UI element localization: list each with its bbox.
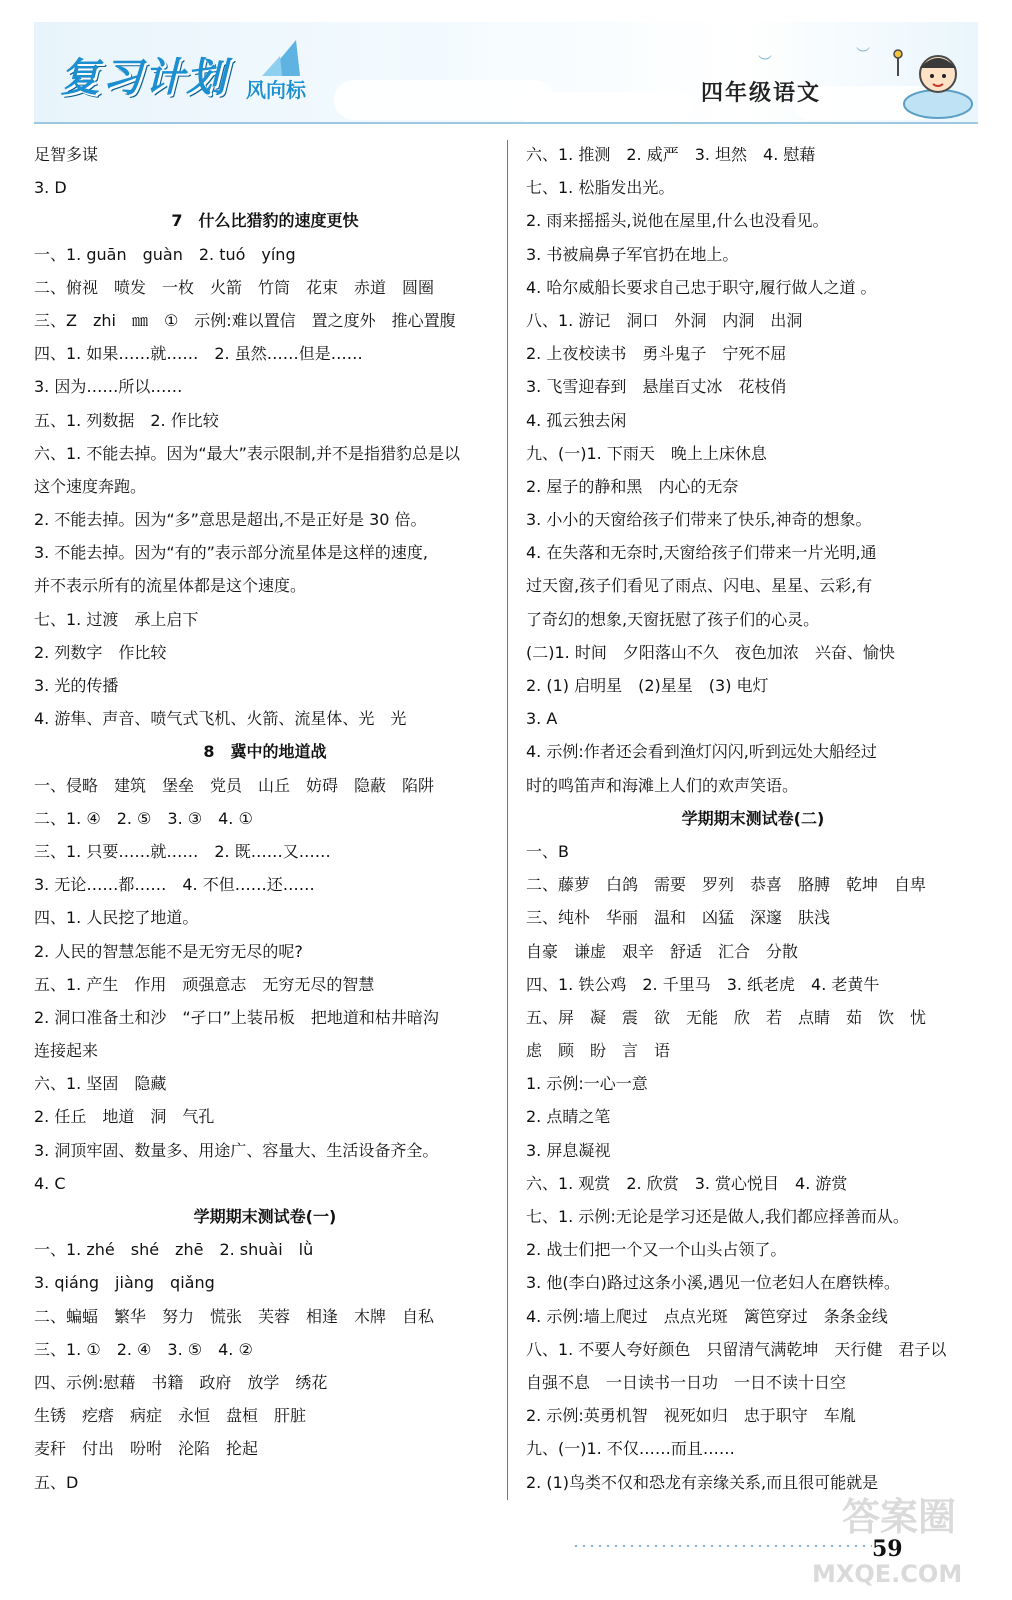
- answer-line: 2. 列数字 作比较: [34, 642, 167, 662]
- section-title: 8 冀中的地道战: [203, 742, 327, 762]
- answer-line: 六、1. 观赏 2. 欣赏 3. 赏心悦目 4. 游赏: [526, 1173, 848, 1193]
- answer-line: 五、1. 列数据 2. 作比较: [34, 410, 219, 430]
- left-column: [34, 138, 496, 1499]
- answer-line: 3. 小小的天窗给孩子们带来了快乐,神奇的想象。: [526, 510, 872, 530]
- answer-line: 3. 因为……所以……: [34, 377, 183, 397]
- answer-line: 足智多谋: [34, 145, 99, 164]
- answer-line: 一、侵略 建筑 堡垒 党员 山丘 妨碍 隐蔽 陷阱: [34, 775, 435, 795]
- answer-line: 时的鸣笛声和海滩上人们的欢声笑语。: [526, 775, 799, 795]
- answer-line: 生锈 疙瘩 病症 永恒 盘桓 肝脏: [34, 1406, 307, 1426]
- answer-line: 2. 雨来摇摇头,说他在屋里,什么也没看见。: [526, 211, 829, 231]
- answer-line: 二、1. ④ 2. ⑤ 3. ③ 4. ①: [34, 808, 253, 828]
- watermark-url: MXQE.COM: [812, 1560, 963, 1588]
- answer-line: 3. 飞雪迎春到 悬崖百丈冰 花枝俏: [526, 377, 787, 397]
- answer-line: 五、屏 凝 震 欲 无能 欣 若 点睛 茹 饮 忧: [526, 1007, 927, 1027]
- answer-line: 连接起来: [34, 1041, 99, 1061]
- answer-line: 一、1. zhé shé zhē 2. shuài lǜ: [34, 1240, 314, 1260]
- answer-line: 七、1. 示例:无论是学习还是做人,我们都应择善而从。: [526, 1207, 909, 1226]
- answer-line: 二、藤萝 白鸽 需要 罗列 恭喜 胳膊 乾坤 自卑: [526, 875, 927, 895]
- page-header: [34, 22, 978, 124]
- sail-icon: [256, 36, 306, 80]
- answer-line: 3. 他(李白)路过这条小溪,遇见一位老妇人在磨铁棒。: [526, 1273, 900, 1293]
- answer-line: 七、1. 松脂发出光。: [526, 178, 675, 198]
- answer-line: 2. 上夜校读书 勇斗鬼子 宁死不屈: [526, 344, 787, 364]
- answer-line: 3. 屏息凝视: [526, 1140, 611, 1160]
- answer-line: 三、纯朴 华丽 温和 凶猛 深邃 肤浅: [526, 908, 831, 928]
- child-mascot-icon: [886, 46, 976, 122]
- right-column: [526, 138, 980, 1499]
- brand-title: 复习计划: [60, 55, 228, 101]
- answer-line: 四、1. 铁公鸡 2. 千里马 3. 纸老虎 4. 老黄牛: [526, 974, 880, 994]
- answer-line: 3. D: [34, 178, 67, 198]
- answer-line: 3. 洞顶牢固、数量多、用途广、容量大、生活设备齐全。: [34, 1140, 439, 1160]
- answer-line: 3. 书被扁鼻子军官扔在地上。: [526, 244, 739, 264]
- answer-line: 虑 顾 盼 言 语: [526, 1041, 671, 1061]
- answer-line: 2. 战士们把一个又一个山头占领了。: [526, 1240, 787, 1260]
- answer-line: 3. 不能去掉。因为“有的”表示部分流星体是这样的速度,: [34, 543, 429, 563]
- answer-line: 2. 屋子的静和黑 内心的无奈: [526, 476, 739, 496]
- answer-line: 过天窗,孩子们看见了雨点、闪电、星星、云彩,有: [526, 576, 873, 596]
- grade-subject-label: 四年级语文: [701, 81, 822, 106]
- bird-icon: ︶: [856, 47, 870, 63]
- answer-line: 八、1. 不要人夸好颜色 只留清气满乾坤 天行健 君子以: [526, 1339, 947, 1359]
- answer-line: 2. (1)鸟类不仅和恐龙有亲缘关系,而且很可能就是: [526, 1472, 879, 1492]
- answer-line: 4. C: [34, 1173, 66, 1193]
- watermark-logo: 答案圈: [842, 1495, 957, 1539]
- answer-line: 三、1. 只要……就…… 2. 既……又……: [34, 841, 331, 861]
- answer-line: 九、(一)1. 不仅……而且……: [526, 1439, 735, 1459]
- answer-line: 七、1. 过渡 承上启下: [34, 609, 199, 629]
- answer-line: 三、1. ① 2. ④ 3. ⑤ 4. ②: [34, 1339, 253, 1359]
- answer-line: 2. 点睛之笔: [526, 1107, 611, 1127]
- answer-line: 自豪 谦虚 艰辛 舒适 汇合 分散: [526, 941, 799, 961]
- section-title: 7 什么比猎豹的速度更快: [171, 211, 359, 231]
- answer-line: (二)1. 时间 夕阳落山不久 夜色加浓 兴奋、愉快: [526, 642, 895, 662]
- answer-line: 麦秆 付出 吩咐 沦陷 抡起: [34, 1439, 259, 1459]
- answer-line: 五、1. 产生 作用 顽强意志 无穷无尽的智慧: [34, 974, 375, 994]
- answer-line: 三、Z zhi ㎜ ① 示例:难以置信 置之度外 推心置腹: [34, 310, 456, 330]
- answer-line: 四、示例:慰藉 书籍 政府 放学 绣花: [34, 1372, 328, 1392]
- answer-line: 1. 示例:一心一意: [526, 1074, 648, 1094]
- answer-line: 八、1. 游记 洞口 外洞 内洞 出洞: [526, 310, 803, 330]
- footer-dots: [572, 1545, 872, 1547]
- answer-line: 2. 人民的智慧怎能不是无穷无尽的呢?: [34, 941, 303, 961]
- column-divider: [507, 140, 508, 1500]
- answer-line: 3. A: [526, 709, 558, 729]
- answer-line: 3. qiáng jiàng qiǎng: [34, 1273, 215, 1293]
- answer-line: 一、1. guān guàn 2. tuó yíng: [34, 244, 296, 264]
- answer-line: 四、1. 如果……就…… 2. 虽然……但是……: [34, 344, 363, 364]
- answer-line: 五、D: [34, 1472, 79, 1492]
- answer-line: 九、(一)1. 下雨天 晚上上床休息: [526, 443, 767, 463]
- section-title: 学期期末测试卷(一): [193, 1207, 337, 1226]
- answer-line: 2. 不能去掉。因为“多”意思是超出,不是正好是 30 倍。: [34, 510, 427, 530]
- section-title: 学期期末测试卷(二): [681, 808, 825, 828]
- answer-line: 4. 在失落和无奈时,天窗给孩子们带来一片光明,通: [526, 543, 877, 563]
- page-number: 59: [872, 1536, 903, 1562]
- answer-line: 4. 示例:墙上爬过 点点光斑 篱笆穿过 条条金线: [526, 1306, 888, 1326]
- cloud-decoration: [514, 92, 694, 122]
- answer-line: 2. 洞口准备土和沙 “孑口”上装吊板 把地道和枯井暗沟: [34, 1007, 439, 1027]
- answer-line: 4. 哈尔威船长要求自己忠于职守,履行做人之道 。: [526, 277, 877, 297]
- answer-line: 自强不息 一日读书一日功 一日不读十日空: [526, 1372, 847, 1392]
- answer-line: 六、1. 推测 2. 威严 3. 坦然 4. 慰藉: [526, 145, 816, 164]
- answer-line: 4. 游隼、声音、喷气式飞机、火箭、流星体、光 光: [34, 709, 407, 729]
- answer-line: 四、1. 人民挖了地道。: [34, 908, 199, 928]
- answer-line: 4. 孤云独去闲: [526, 410, 627, 430]
- answer-line: 4. 示例:作者还会看到渔灯闪闪,听到远处大船经过: [526, 742, 877, 762]
- answer-line: 六、1. 坚固 隐藏: [34, 1074, 167, 1094]
- bird-icon: ︶: [758, 55, 772, 71]
- answer-line: 六、1. 不能去掉。因为“最大”表示限制,并不是指猎豹总是以: [34, 443, 461, 463]
- answer-line: 并不表示所有的流星体都是这个速度。: [34, 576, 307, 596]
- answer-line: 2. 任丘 地道 洞 气孔: [34, 1107, 215, 1127]
- answer-line: 二、蝙蝠 繁华 努力 慌张 芙蓉 相逢 木牌 自私: [34, 1306, 435, 1326]
- answer-line: 一、B: [526, 841, 569, 861]
- answer-line: 这个速度奔跑。: [34, 476, 147, 496]
- brand-subtitle: 风向标: [246, 78, 306, 102]
- answer-line: 3. 光的传播: [34, 676, 119, 695]
- answer-line: 2. (1) 启明星 (2)星星 (3) 电灯: [526, 676, 769, 695]
- answer-line: 二、俯视 喷发 一枚 火箭 竹筒 花束 赤道 圆圈: [34, 277, 435, 297]
- answer-line: 3. 无论……都…… 4. 不但……还……: [34, 875, 315, 895]
- answer-line: 了奇幻的想象,天窗抚慰了孩子们的心灵。: [526, 609, 820, 629]
- answer-line: 2. 示例:英勇机智 视死如归 忠于职守 车胤: [526, 1406, 856, 1426]
